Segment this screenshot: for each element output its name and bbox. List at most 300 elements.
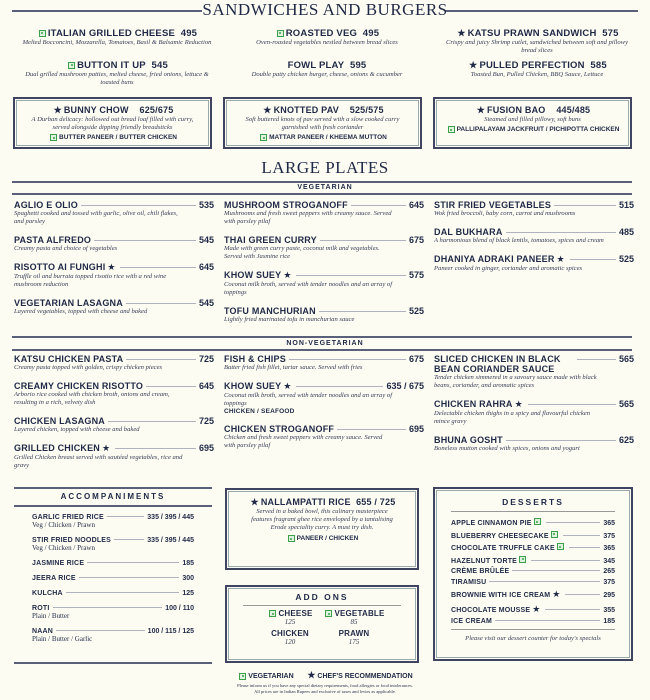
star-icon: ★ bbox=[250, 497, 259, 507]
menu-item bbox=[32, 628, 194, 643]
star-icon: ★ bbox=[552, 589, 561, 599]
item-options-row bbox=[231, 134, 414, 141]
desserts-title: DESSERTS bbox=[502, 497, 564, 507]
item-title bbox=[21, 105, 204, 116]
dot-leader bbox=[577, 359, 616, 360]
dot-leader bbox=[569, 547, 600, 548]
item-description: Lightly fried marinated tofu in manchurian sauce bbox=[224, 316, 355, 323]
star-icon: ★ bbox=[107, 262, 116, 272]
add-on-name: CHEESE bbox=[278, 609, 313, 618]
menu-item bbox=[451, 579, 615, 586]
menu-item bbox=[434, 399, 634, 426]
item-name: TIRAMISU bbox=[451, 578, 487, 586]
item-price: 525/575 bbox=[349, 105, 384, 115]
item-price: 675 bbox=[408, 354, 424, 364]
dot-leader bbox=[120, 267, 195, 268]
item-name: THAI GREEN CURRY bbox=[224, 235, 317, 245]
veg-icon bbox=[239, 673, 246, 680]
item-row bbox=[14, 235, 214, 245]
add-on-name: CHICKEN bbox=[271, 629, 309, 638]
item-name: KNOTTED PAV bbox=[273, 105, 339, 115]
dot-leader bbox=[94, 240, 196, 241]
item-row bbox=[434, 435, 634, 445]
item-description: Wok fried broccoli, baby corn, carrot and mushrooms bbox=[434, 210, 576, 217]
add-on-price: 125 bbox=[284, 618, 296, 626]
item-row bbox=[14, 262, 214, 273]
item-name: CHICKEN LASAGNA bbox=[14, 416, 106, 426]
item-price: 655 / 725 bbox=[356, 497, 396, 507]
veg-icon bbox=[288, 535, 295, 542]
menu-item bbox=[224, 306, 424, 324]
veg-icon bbox=[277, 30, 284, 37]
dot-leader bbox=[296, 275, 406, 276]
item-options: BUTTER PANEER / BUTTER CHICKEN bbox=[59, 134, 177, 142]
item-price: 365 bbox=[603, 545, 615, 552]
dot-leader bbox=[337, 429, 406, 430]
item-description: Crispy and juicy Shrimp cutlet, sandwiched between soft and pillowy bread slices bbox=[445, 39, 629, 54]
dot-leader bbox=[53, 607, 163, 608]
item-title bbox=[222, 60, 432, 71]
add-on-item bbox=[258, 629, 322, 646]
item-name: APPLE CINNAMON PIE bbox=[451, 520, 532, 527]
add-on-title bbox=[322, 629, 386, 638]
item-price: 725 bbox=[198, 416, 214, 426]
add-on-item bbox=[322, 629, 386, 646]
item-title bbox=[12, 60, 222, 71]
menu-item bbox=[451, 518, 615, 527]
large-plates-title: LARGE PLATES bbox=[261, 158, 389, 177]
item-name: STIR FRIED VEGETABLES bbox=[434, 200, 552, 210]
item-row bbox=[224, 424, 424, 434]
dot-leader bbox=[554, 205, 616, 206]
item-description: Arborio rice cooked with chicken broth, onions and cream, resulting in a rich, velvety dish bbox=[14, 391, 170, 406]
item-description: Tender chicken simmered in a savoury sauce made with black beans, coriander, and aromatic spices bbox=[434, 374, 597, 389]
item-row bbox=[224, 354, 424, 364]
item-row bbox=[451, 579, 615, 586]
star-icon: ★ bbox=[53, 105, 62, 115]
menu-item bbox=[451, 531, 615, 540]
item-options: PANEER / CHICKEN bbox=[296, 535, 359, 543]
item-row bbox=[32, 590, 194, 597]
item-price: 445/485 bbox=[556, 105, 591, 115]
item-price: 575 bbox=[602, 28, 619, 39]
dot-leader bbox=[528, 404, 616, 405]
dot-leader bbox=[506, 440, 616, 441]
item-name: BUTTON IT UP bbox=[77, 60, 146, 71]
price-note: All prices are in Indian Rupees and exclusive of taxes and levies as applicable. bbox=[254, 689, 396, 694]
item-name: AGLIO E OLIO bbox=[14, 200, 78, 210]
item-row bbox=[451, 543, 615, 552]
item-description: Boneless mutton cooked with spices, onions and yogurt bbox=[434, 445, 580, 452]
dot-leader bbox=[114, 539, 144, 540]
item-name: TOFU MANCHURIAN bbox=[224, 306, 316, 316]
item-options-row bbox=[21, 134, 204, 141]
star-icon: ★ bbox=[283, 270, 292, 280]
item-row bbox=[434, 354, 634, 374]
legend-veg: VEGETARIAN bbox=[248, 673, 294, 680]
item-price: 645 bbox=[198, 262, 214, 272]
veg-icon bbox=[68, 62, 75, 69]
menu-item bbox=[14, 235, 214, 253]
legend bbox=[0, 670, 650, 681]
dot-leader bbox=[319, 311, 406, 312]
item-row bbox=[451, 556, 615, 565]
item-name: FISH & CHIPS bbox=[224, 354, 286, 364]
item-row bbox=[451, 568, 615, 575]
dot-leader bbox=[296, 386, 383, 387]
menu-item bbox=[32, 575, 194, 582]
item-name: KULCHA bbox=[32, 590, 63, 597]
item-name: BLUEBERRY CHEESECAKE bbox=[451, 532, 549, 540]
star-icon: ★ bbox=[532, 603, 541, 614]
item-price: 185 bbox=[182, 560, 194, 567]
item-name: CHICKEN RAHRA bbox=[434, 399, 513, 409]
menu-item bbox=[451, 543, 615, 552]
item-description: Coconut milk broth, served with tender noodles and an array of toppings bbox=[224, 281, 393, 296]
item-price: 585 bbox=[590, 60, 607, 71]
item-price: 675 bbox=[408, 235, 424, 245]
item-price: 375 bbox=[603, 578, 615, 586]
item-variants: Plain / Butter / Garlic bbox=[32, 635, 93, 643]
menu-item bbox=[12, 28, 222, 47]
item-name: NALLAMPATTI RICE bbox=[260, 497, 351, 507]
menu-item bbox=[14, 443, 214, 470]
nallampatti-rice-box bbox=[225, 488, 419, 570]
item-title bbox=[12, 28, 222, 39]
star-icon: ★ bbox=[283, 381, 292, 391]
item-row bbox=[451, 518, 615, 527]
veg-icon bbox=[519, 556, 526, 563]
item-row bbox=[434, 200, 634, 210]
add-on-item bbox=[258, 609, 322, 626]
item-price: 335 / 395 / 445 bbox=[147, 514, 194, 521]
dot-leader bbox=[565, 594, 600, 595]
veg-icon bbox=[448, 126, 455, 133]
add-on-name: VEGETABLE bbox=[334, 609, 385, 618]
item-price: 295 bbox=[603, 592, 615, 599]
menu-column bbox=[434, 354, 634, 462]
item-price: 625 bbox=[618, 435, 634, 445]
menu-item bbox=[32, 560, 194, 567]
item-description: Toasted Bun, Pulled Chicken, BBQ Sauce, Lettuce bbox=[470, 71, 604, 78]
star-icon: ★ bbox=[102, 443, 111, 453]
item-name: BROWNIE WITH ICE CREAM bbox=[451, 592, 551, 599]
item-title bbox=[432, 60, 642, 71]
item-row bbox=[14, 416, 214, 426]
item-row bbox=[14, 200, 214, 210]
item-price: 495 bbox=[362, 28, 380, 39]
menu-item bbox=[32, 514, 194, 529]
non-vegetarian-label: NON-VEGETARIAN bbox=[286, 340, 364, 347]
dot-leader bbox=[107, 516, 144, 517]
item-row bbox=[434, 227, 634, 237]
star-icon: ★ bbox=[514, 399, 523, 409]
veg-icon bbox=[260, 134, 267, 141]
item-name: PULLED PERFECTION bbox=[479, 60, 585, 71]
item-description: Spaghetti cooked and tossed with garlic, olive oil, chili flakes, and parsley bbox=[14, 210, 178, 225]
item-price: 525 bbox=[408, 306, 424, 316]
item-price: 575 bbox=[408, 270, 424, 280]
item-name: ITALIAN GRILLED CHEESE bbox=[47, 28, 176, 39]
item-row bbox=[224, 235, 424, 245]
dot-leader bbox=[531, 560, 600, 561]
veg-icon bbox=[534, 518, 541, 525]
item-price: 625/675 bbox=[139, 105, 174, 115]
item-name: SLICED CHICKEN IN BLACK BEAN CORIANDER SAUCE bbox=[434, 354, 561, 374]
item-price: 535 bbox=[198, 200, 214, 210]
dot-leader bbox=[289, 359, 406, 360]
menu-item bbox=[434, 435, 634, 453]
item-description: Soft buttered knots of pav served with a slow cooked curry garnished with fresh coriander bbox=[245, 116, 400, 131]
item-row bbox=[224, 200, 424, 210]
item-price: 265 bbox=[603, 568, 615, 575]
item-description: Grilled Chicken breast served with sautéed vegetables, rice and gravy bbox=[14, 454, 183, 469]
veg-icon bbox=[551, 531, 558, 538]
item-price: 545 bbox=[198, 298, 214, 308]
item-name: CHICKEN STROGANOFF bbox=[224, 424, 335, 434]
item-price: 100 / 115 / 125 bbox=[147, 628, 194, 635]
add-on-price: 85 bbox=[350, 618, 358, 626]
item-row bbox=[14, 354, 214, 364]
item-price: 525 bbox=[618, 254, 634, 264]
menu-item bbox=[32, 537, 194, 552]
item-row bbox=[451, 589, 615, 600]
add-on-title bbox=[322, 609, 386, 618]
menu-item bbox=[224, 381, 424, 415]
item-price: 595 bbox=[349, 60, 367, 71]
item-title bbox=[222, 28, 432, 39]
item-price: 635 / 675 bbox=[386, 381, 424, 391]
item-name: CREAMY CHICKEN RISOTTO bbox=[14, 381, 144, 391]
item-price: 125 bbox=[182, 590, 194, 597]
item-description: Creamy pasta and choice of vegetables bbox=[14, 245, 118, 252]
item-description: A Durban delicacy: hollowed out bread loaf filled with curry, served alongside dipping friendly breadsticks bbox=[31, 116, 194, 131]
item-price: 300 bbox=[182, 575, 194, 582]
item-description: Mushrooms and fresh sweet peppers with creamy sauce. Served with parsley pilaf bbox=[224, 210, 392, 225]
item-description: Steamed and filled pillowy, soft buns bbox=[484, 116, 581, 123]
item-name: DAL BUKHARA bbox=[434, 227, 503, 237]
item-name: CRÈME BRÛLÉE bbox=[451, 568, 510, 575]
item-price: 545 bbox=[198, 235, 214, 245]
item-variants: Veg / Chicken / Prawn bbox=[32, 521, 95, 529]
menu-item bbox=[224, 354, 424, 372]
item-name: PASTA ALFREDO bbox=[14, 235, 92, 245]
menu-item bbox=[224, 200, 424, 226]
menu-column bbox=[224, 200, 424, 333]
item-name: JEERA RICE bbox=[32, 575, 76, 582]
item-price: 365 bbox=[603, 520, 615, 527]
item-description: Oven-roasted vegetables nestled between bread slices bbox=[256, 39, 398, 46]
item-price: 355 bbox=[603, 606, 615, 614]
item-row bbox=[32, 560, 194, 567]
item-name: GRILLED CHICKEN bbox=[14, 443, 100, 453]
dot-leader bbox=[126, 359, 196, 360]
item-price: 345 bbox=[603, 557, 615, 565]
dot-leader bbox=[108, 421, 196, 422]
item-row bbox=[14, 381, 214, 391]
item-row bbox=[14, 443, 214, 454]
dot-leader bbox=[506, 232, 616, 233]
item-name: KATSU PRAWN SANDWICH bbox=[467, 28, 597, 39]
item-description: Paneer cooked in ginger, coriander and aromatic spices bbox=[434, 265, 583, 272]
menu-item bbox=[451, 556, 615, 565]
item-name: CHOCOLATE MOUSSE bbox=[451, 606, 531, 614]
add-on-item bbox=[322, 609, 386, 626]
dietary-note: Please inform us if you have any special dietary requirements, food allergies or food intolerances. bbox=[237, 683, 413, 688]
menu-column bbox=[14, 354, 214, 479]
item-name: DHANIYA ADRAKI PANEER bbox=[434, 254, 555, 264]
item-description: Melted Bocconcini, Mozzarella, Tomatoes, Basil & Balsamic Reduction bbox=[22, 39, 212, 46]
menu-item bbox=[32, 590, 194, 597]
dot-leader bbox=[87, 562, 179, 563]
item-row bbox=[224, 381, 424, 392]
featured-item-box bbox=[223, 97, 422, 149]
accompaniments-title: ACCOMPANIMENTS bbox=[60, 492, 166, 501]
item-description: Layered vegetables, topped with cheese and baked bbox=[14, 308, 148, 315]
dot-leader bbox=[563, 535, 601, 536]
dot-leader bbox=[546, 522, 601, 523]
featured-item-box bbox=[13, 97, 212, 149]
item-row bbox=[451, 531, 615, 540]
dot-leader bbox=[545, 609, 600, 610]
item-price: 100 / 110 bbox=[165, 605, 194, 612]
item-price: 645 bbox=[198, 381, 214, 391]
item-price: 375 bbox=[603, 532, 615, 540]
item-row bbox=[451, 618, 615, 625]
menu-item bbox=[434, 227, 634, 245]
menu-item bbox=[12, 60, 222, 87]
item-row bbox=[434, 399, 634, 410]
star-icon: ★ bbox=[476, 105, 485, 115]
add-on-title bbox=[258, 609, 322, 618]
star-icon: ★ bbox=[307, 670, 316, 680]
dot-leader bbox=[512, 570, 600, 571]
dot-leader bbox=[56, 630, 145, 631]
menu-item bbox=[14, 200, 214, 226]
menu-item bbox=[432, 60, 642, 79]
item-description: Dual grilled mushroom patties, melted cheese, fried onions, lettuce & toasted buns bbox=[25, 71, 209, 86]
item-name: FOWL PLAY bbox=[287, 60, 345, 71]
dot-leader bbox=[126, 303, 196, 304]
item-options: MATTAR PANEER / KHEEMA MUTTON bbox=[269, 134, 387, 142]
menu-item bbox=[222, 60, 432, 79]
menu-item bbox=[14, 416, 214, 434]
item-row bbox=[14, 298, 214, 308]
item-name: STIR FRIED NOODLES bbox=[32, 537, 112, 544]
menu-item bbox=[14, 354, 214, 372]
menu-item bbox=[451, 604, 615, 615]
item-price: 495 bbox=[180, 28, 198, 39]
item-options: CHICKEN / SEAFOOD bbox=[224, 408, 295, 415]
vegetarian-label: VEGETARIAN bbox=[297, 184, 353, 191]
item-row bbox=[32, 514, 194, 521]
menu-item bbox=[434, 354, 634, 390]
item-description: Truffle oil and burrata topped risotto rice with a red wine mushroom reduction bbox=[14, 273, 167, 288]
item-name: KATSU CHICKEN PASTA bbox=[14, 354, 124, 364]
item-name: JASMINE RICE bbox=[32, 560, 85, 567]
menu-item bbox=[224, 270, 424, 297]
dot-leader bbox=[495, 620, 600, 621]
item-row bbox=[32, 575, 194, 582]
menu-item bbox=[451, 568, 615, 575]
item-row bbox=[32, 537, 194, 544]
item-description: Double patty chicken burger, cheese, onions & cucumber bbox=[251, 71, 403, 78]
dot-leader bbox=[489, 581, 600, 582]
item-title bbox=[231, 105, 414, 116]
dot-leader bbox=[320, 240, 406, 241]
menu-column bbox=[14, 200, 214, 325]
item-name: KHOW SUEY bbox=[224, 270, 282, 280]
item-row bbox=[224, 270, 424, 281]
item-price: 645 bbox=[408, 200, 424, 210]
item-name: VEGETARIAN LASAGNA bbox=[14, 298, 123, 308]
item-row bbox=[451, 604, 615, 615]
item-title bbox=[432, 28, 642, 39]
item-name: HAZELNUT TORTE bbox=[451, 557, 518, 565]
item-price: 565 bbox=[618, 354, 634, 364]
item-description: Made with green curry paste, coconut milk and vegetables. Served with Jasmine rice bbox=[224, 245, 380, 260]
item-description: Batter fried fish fillet, tartar sauce. Served with fries bbox=[224, 364, 363, 371]
add-ons-title: ADD ONS bbox=[295, 592, 349, 602]
menu-item bbox=[32, 605, 194, 620]
add-on-price: 120 bbox=[284, 638, 296, 646]
item-name: CHOCOLATE TRUFFLE CAKE bbox=[451, 545, 555, 552]
item-name: FUSION BAO bbox=[487, 105, 546, 115]
item-price: 565 bbox=[618, 399, 634, 409]
menu-item bbox=[451, 618, 615, 625]
item-name: BUNNY CHOW bbox=[63, 105, 129, 115]
item-name: BHUNA GOSHT bbox=[434, 435, 503, 445]
menu-item bbox=[224, 424, 424, 450]
item-options-row bbox=[441, 126, 624, 133]
star-icon: ★ bbox=[263, 105, 272, 115]
item-row bbox=[32, 605, 194, 612]
menu-item bbox=[14, 381, 214, 407]
menu-item bbox=[432, 28, 642, 55]
dot-leader bbox=[115, 448, 196, 449]
item-description: A harmonious blend of black lentils, tomatoes, spices and cream bbox=[434, 237, 604, 244]
veg-icon bbox=[269, 610, 276, 617]
add-ons-box bbox=[225, 585, 419, 663]
menu-item bbox=[434, 200, 634, 218]
item-row bbox=[32, 628, 194, 635]
sandwiches-title: SANDWICHES AND BURGERS bbox=[202, 0, 448, 19]
item-description: Layered chicken, topped with cheese and baked bbox=[14, 426, 140, 433]
item-price: 335 / 395 / 445 bbox=[147, 537, 194, 544]
item-title bbox=[441, 105, 624, 116]
item-price: 545 bbox=[151, 60, 168, 71]
menu-item bbox=[14, 298, 214, 316]
item-description: Served in a baked bowl, this culinary masterpiece features fragrant ghee rice enveloped by a tantalising Erode speciality curry. A must try dish. bbox=[251, 508, 393, 531]
add-on-price: 175 bbox=[348, 638, 360, 646]
legend-star: CHEF'S RECOMMENDATION bbox=[317, 673, 413, 680]
item-name: ROASTED VEG bbox=[285, 28, 358, 39]
add-on-title bbox=[258, 629, 322, 638]
item-name: ICE CREAM bbox=[451, 618, 493, 625]
menu-item bbox=[434, 254, 634, 273]
item-name: KHOW SUEY bbox=[224, 381, 282, 391]
dot-leader bbox=[66, 592, 180, 593]
item-name: RISOTTO AI FUNGHI bbox=[14, 262, 106, 272]
item-price: 485 bbox=[618, 227, 634, 237]
item-name: MUSHROOM STROGANOFF bbox=[224, 200, 348, 210]
item-price: 185 bbox=[603, 618, 615, 625]
item-row bbox=[434, 254, 634, 265]
menu-column bbox=[224, 354, 424, 459]
dot-leader bbox=[79, 577, 180, 578]
desserts-note: Please visit our dessert counter for today's specials bbox=[465, 635, 601, 642]
item-name: NAAN bbox=[32, 628, 54, 635]
